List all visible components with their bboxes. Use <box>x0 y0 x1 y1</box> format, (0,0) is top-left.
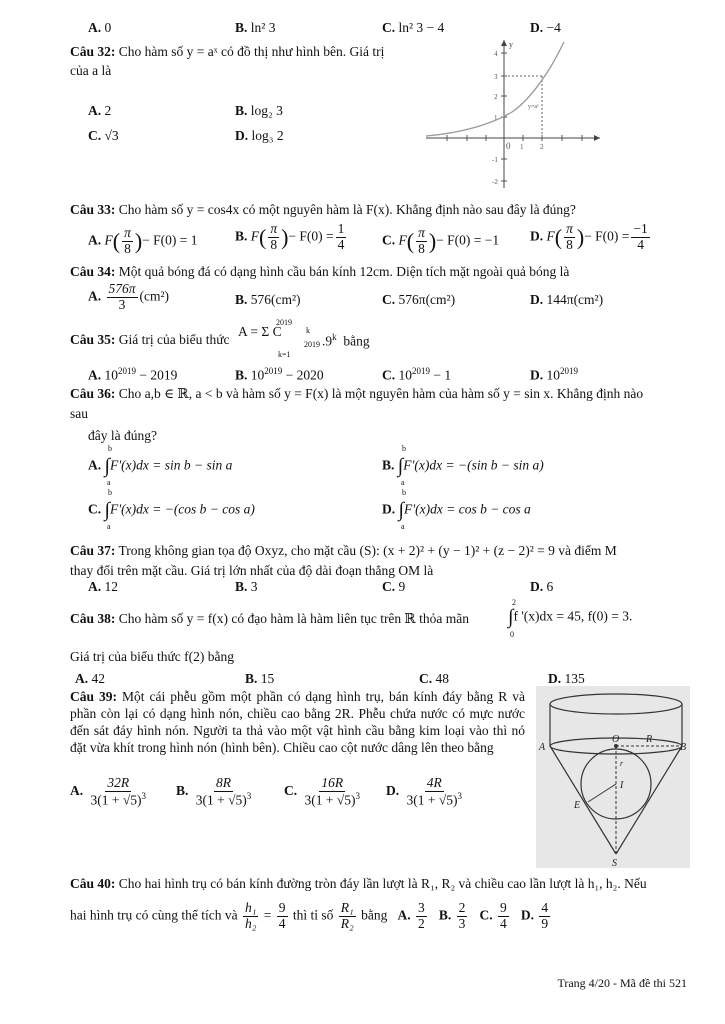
q39-stem: Câu 39: Một cái phễu gồm một phần có dạng hình trụ, bán kính đáy bằng R và phần còn lại có dạng hình nón, chiều cao bằng 2R. Phễu chứa nước có mực nước đến sát đáy hình nón. Người ta thả vào một vật hình cầu bằng kim loại vào thì nó đặt vừa khít trong hình nón (hình bên). Chiều cao cột nước dâng lên theo bằng <box>70 689 525 755</box>
point-b-label: B <box>680 742 687 753</box>
curve-label: y=aˣ <box>528 104 539 110</box>
x-tick-2: 2 <box>540 143 544 151</box>
q33-stem: Câu 33: Cho hàm số y = cos4x có một nguyên hàm là F(x). Khẳng định nào sau đây là đúng? <box>70 202 576 217</box>
q31-option-c: C. ln² 3 − 4 <box>382 20 445 35</box>
q32-stem-2: của a là <box>70 63 112 78</box>
x-tick-0: 0 <box>506 141 511 151</box>
q33-option-c: C. F( $\frac{\pi}{8}$ )− F(0) = −1 <box>382 225 500 256</box>
q38-option-c: C. 48 <box>419 671 449 686</box>
q31-option-d: D. −4 <box>530 20 561 35</box>
q36-d-upper: b <box>402 488 406 497</box>
q34-option-b: B. 576(cm²) <box>235 292 301 307</box>
q36-stem-2: sau <box>70 406 88 421</box>
q36-option-d: D. ∫F'(x)dx = cos b − cos a <box>382 499 531 521</box>
y-tick-1: 1 <box>494 114 498 122</box>
q31-option-b: B. ln² 3 <box>235 20 276 35</box>
q35-sum-bottom: k=1 <box>278 350 291 359</box>
q38-stem-2: Giá trị của biểu thức f(2) bằng <box>70 649 235 664</box>
q39-option-a: A. $\frac{32R}{3(1 + √5)^3}$ <box>70 775 147 808</box>
point-o-label: O <box>612 734 620 745</box>
exponential-graph <box>422 36 602 192</box>
y-axis-label: y <box>509 40 513 49</box>
q35-c-superscript: k <box>306 326 310 335</box>
q37-stem-2: thay đổi trên mặt cầu. Giá trị lớn nhất của độ dài đoạn thẳng OM là <box>70 563 434 578</box>
q36-c-lower: a <box>107 522 111 531</box>
q36-b-lower: a <box>401 478 405 487</box>
q38-integral: ∫f '(x)dx = 45, f(0) = 3. <box>508 606 633 628</box>
q35-sum-top: 2019 <box>276 318 292 327</box>
q36-a-upper: b <box>108 444 112 453</box>
q35-c-subscript: 2019 <box>304 340 320 349</box>
point-e-label: E <box>574 800 581 811</box>
q38-option-a: A. 42 <box>75 671 105 686</box>
q35-stem: Câu 35: Giá trị của biểu thức <box>70 332 230 347</box>
q36-stem-3: đây là đúng? <box>88 428 157 443</box>
page-footer: Trang 4/20 - Mã đề thi 521 <box>557 976 687 990</box>
x-tick-1: 1 <box>520 143 524 151</box>
q35-option-a: A. $10^{2019} - 2019$ <box>88 366 178 383</box>
q32-option-a: A. 2 <box>88 103 112 118</box>
y-tick-3: 3 <box>494 73 498 81</box>
q38-option-b: B. 15 <box>245 671 275 686</box>
q35-option-c: C. $10^{2019} - 1$ <box>382 366 452 383</box>
radius-r-label: R <box>646 734 653 745</box>
q37-option-b: B. 3 <box>235 579 258 594</box>
q36-a-lower: a <box>107 478 111 487</box>
q40-stem-2: hai hình trụ có cùng thể tích và $\frac{\text{h₁}}{\text{h₂}}$ = $\frac{9}{4}$ thì tỉ số $\frac{\text{R₁}}{\text{R₂}}$ bằng A. $\frac{3}{2}$ B. $\frac{2}{3}$ C. $\frac{9}{4}$ D. $\frac{4}{9}$ <box>70 900 549 931</box>
q32-option-c: C. √3 <box>88 128 119 143</box>
q38-option-d: D. 135 <box>548 671 585 686</box>
q38-int-top: 2 <box>512 598 516 607</box>
q38-int-bottom: 0 <box>510 630 514 639</box>
q37-option-a: A. 12 <box>88 579 118 594</box>
q34-stem: Câu 34: Một quả bóng đá có dạng hình cầu bán kính 12cm. Diện tích mặt ngoài quả bóng là <box>70 264 570 279</box>
q32-stem: Câu 32: Cho hàm số y = aˣ có đồ thị như hình bên. Giá trị <box>70 44 385 59</box>
q39-option-b: B. $\frac{8R}{3(1 + √5)^3}$ <box>176 775 252 808</box>
inner-radius-label: r <box>620 759 624 768</box>
funnel-figure <box>536 686 690 868</box>
q39-option-c: C. $\frac{16R}{3(1 + √5)^3}$ <box>284 775 361 808</box>
q34-option-a: A. $\frac{576\pi}{3}$ (cm²) <box>88 281 170 312</box>
q35-nine: .9$^k$ bằng <box>322 332 370 349</box>
q32-option-d: D. log₃ 2 <box>235 128 284 143</box>
q37-option-d: D. 6 <box>530 579 554 594</box>
y-tick-4: 4 <box>494 50 498 58</box>
point-s-label: S <box>612 858 617 868</box>
y-tick-2: 2 <box>494 93 498 101</box>
q35-option-b: B. $10^{2019} - 2020$ <box>235 366 324 383</box>
y-tick-neg1: -1 <box>492 156 498 164</box>
q34-option-d: D. 144π(cm²) <box>530 292 604 307</box>
y-tick-neg2: -2 <box>492 178 498 186</box>
q38-stem: Câu 38: Cho hàm số y = f(x) có đạo hàm là hàm liên tục trên ℝ thỏa mãn <box>70 611 470 626</box>
q35-sum-expression: A = Σ C <box>238 324 282 339</box>
q36-b-upper: b <box>402 444 406 453</box>
q37-stem: Câu 37: Trong không gian tọa độ Oxyz, cho mặt cầu (S): (x + 2)² + (y − 1)² + (z − 2)² = 9 và điểm M <box>70 543 617 558</box>
q37-option-c: C. 9 <box>382 579 406 594</box>
q33-option-d: D. F( $\frac{\pi}{8}$ )− F(0) = $\frac{-1}{4}$ <box>530 221 648 252</box>
q31-option-a: A. 0 <box>88 20 112 35</box>
q33-option-b: B. F( $\frac{\pi}{8}$ )− F(0) = $\frac{1}{4}$ <box>235 221 345 252</box>
q40-stem: Câu 40: Cho hai hình trụ có bán kính đường tròn đáy lần lượt là R₁, R₂ và chiều cao lần lượt là h₁, h₂. Nếu <box>70 876 647 891</box>
q34-option-c: C. 576π(cm²) <box>382 292 456 307</box>
q36-option-b: B. ∫F'(x)dx = −(sin b − sin a) <box>382 455 544 477</box>
q36-option-a: A. ∫F'(x)dx = sin b − sin a <box>88 455 233 477</box>
q32-option-b: B. log₂ 3 <box>235 103 283 118</box>
q36-stem: Câu 36: Cho a,b ∈ ℝ, a < b và hàm số y = F(x) là một nguyên hàm của hàm số y = sin x. Khẳng định nào <box>70 386 644 401</box>
q35-option-d: D. $10^{2019}$ <box>530 366 578 383</box>
point-a-label: A <box>539 742 546 753</box>
q33-option-a: A. F( $\frac{\pi}{8}$ )− F(0) = 1 <box>88 225 198 256</box>
q36-c-upper: b <box>108 488 112 497</box>
q36-d-lower: a <box>401 522 405 531</box>
point-i-label: I <box>620 780 624 791</box>
q36-option-c: C. ∫F'(x)dx = −(cos b − cos a) <box>88 499 255 521</box>
q39-option-d: D. $\frac{4R}{3(1 + √5)^3}$ <box>386 775 463 808</box>
